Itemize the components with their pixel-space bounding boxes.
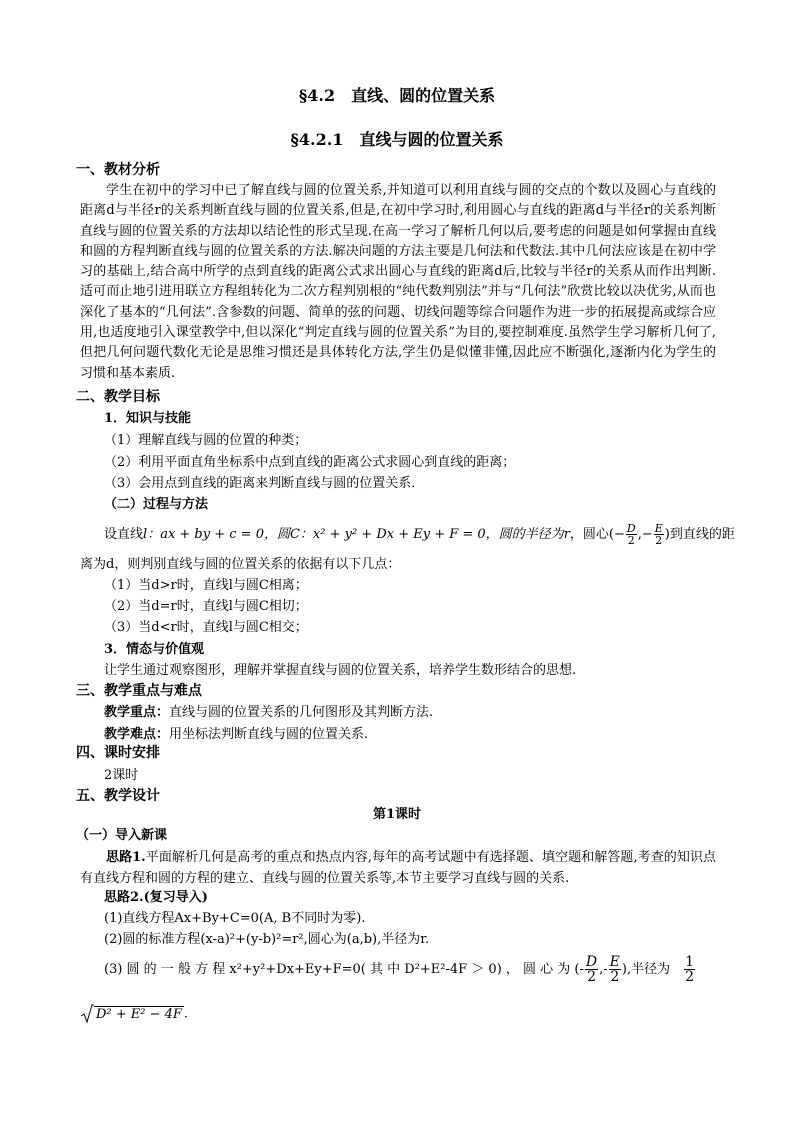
section-heading-4: 四、课时安排 (76, 745, 160, 761)
idea-1-text: 平面解析几何是高考的重点和热点内容,每年的高考试题中有选择题、填空题和解答题,考查的知识点有直线方程和圆的方程的建立、直线与圆的位置关系等,本节主要学习直线与圆的关系. (80, 850, 717, 886)
setup-text-1: 设直线 (104, 527, 144, 542)
difficult-point-label: 教学难点： (104, 727, 170, 742)
goal-item-1: （1）理解直线与圆的位置的种类； (104, 433, 308, 448)
symbol-l: l (143, 527, 148, 542)
denominator-2: 2 (587, 969, 596, 985)
circle-equation: ：x² + y² + Dx + Ey + F = 0，圆的半径为 (299, 527, 564, 542)
numerator-1: 1 (685, 954, 695, 970)
goal-item-2: （2）利用平面直角坐标系中点到直线的距离公式求圆心到直线的距离； (104, 455, 516, 470)
sub-title: §4.2.1 直线与圆的位置关系 (290, 130, 504, 149)
minus-sign-2: − (641, 527, 653, 542)
review-line-equation: (1)直线方程Ax+By+C=0(A, B不同时为零). (104, 911, 366, 926)
key-point-text: 直线与圆的位置关系的几何图形及其判断方法. (169, 705, 434, 720)
review-circle-general (104, 955, 716, 985)
frac-numerator-E: E (654, 522, 663, 535)
section-heading-3: 三、教学重点与难点 (76, 683, 202, 699)
section-heading-5: 五、教学设计 (76, 788, 160, 804)
part-intro: （一）导入新课 (76, 828, 168, 843)
values-text: 让学生通过观察图形，理解并掌握直线与圆的位置关系，培养学生数形结合的思想. (104, 663, 577, 678)
subheading-values: 3．情态与价值观 (104, 642, 205, 657)
frac-numerator-D: D (626, 522, 636, 535)
radius-text: ),半径为 (621, 962, 671, 977)
fraction-half (684, 955, 695, 984)
review-circle-standard: (2)圆的标准方程(x-a)²+(y-b)²=r²,圆心为(a,b),半径为r. (104, 932, 430, 947)
class-hours: 2课时 (104, 768, 139, 783)
subheading-knowledge: 1．知识与技能 (104, 411, 192, 426)
distance-criteria-intro: 离为d，则判别直线与圆的位置关系的依据有以下几点： (80, 557, 401, 572)
fraction-E-over-2 (654, 523, 664, 546)
section-heading-2: 二、教学目标 (76, 389, 160, 405)
case-separate: （1）当d>r时，直线l与圆C相离； (104, 578, 308, 593)
subheading-process: （二）过程与方法 (104, 497, 209, 512)
frac-denominator-2: 2 (655, 534, 663, 547)
difficult-point (104, 727, 368, 743)
center-text: ，圆心( (569, 527, 614, 542)
idea-1 (80, 847, 716, 889)
difficult-point-text: 用坐标法判断直线与圆的位置关系. (169, 727, 369, 742)
radius-sqrt (80, 1004, 188, 1025)
main-title: §4.2 直线、圆的位置关系 (298, 86, 496, 105)
fraction-D-2 (585, 955, 598, 984)
analysis-paragraph: 学生在初中的学习中已了解直线与圆的位置关系,并知道可以利用直线与圆的交点的个数以及圆心与直线的距离d与半径r的关系判断直线与圆的位置关系,但是,在初中学习时,利用圆心与直线的距离d与半径r的关系判断直线与圆的位置关系的方法却以结论性的形式呈现.在高一学习了解析几何以后,要考虑的问题是如何掌握由直线和圆的方程判断直线与圆的位置关系的方法.解决问题的方法主要是几何法和代数法.其中几何法应该是在初中学习的基础上,结合高中所学的点到直线的距离公式求出圆心与直线的距离d后,比较与半径r的关系从而作出判断.适可而止地引进用联立方程组转化为二次方程判别根的“纯代数判别法”并与“几何法”欣赏比较以决优劣,从而也深化了基本的“几何法”.含参数的问题、简单的弦的问题、切线问题等综合问题作为进一步的拓展提高或综合应用,也适度地引入课堂教学中,但以深化“判定直线与圆的位置关系”为目的,要控制难度.虽然学生学习解析几何了,但把几何问题代数化无论是思维习惯还是具体转化方法,学生仍是似懂非懂,因此应不断强化,逐渐内化为学生的习惯和基本素质. (80, 183, 716, 381)
case-tangent: （2）当d=r时，直线l与圆C相切； (104, 599, 308, 614)
line-circle-setup (104, 523, 735, 547)
numerator-D: D (585, 954, 598, 970)
period: . (183, 1006, 189, 1022)
goal-item-3: （3）会用点到直线的距离来判断直线与圆的位置关系． (104, 476, 425, 491)
denominator-2b: 2 (610, 969, 620, 985)
minus-sign: − (613, 527, 625, 542)
frac-denominator: 2 (627, 534, 635, 547)
comma: , (637, 527, 642, 542)
symbol-r: r (563, 527, 570, 542)
denominator-2c: 2 (685, 969, 695, 985)
symbol-C: C (289, 527, 300, 542)
sqrt-icon (80, 1004, 94, 1024)
case-intersect: （3）当d<r时，直线l与圆C相交； (104, 620, 308, 635)
idea-1-label: 思路1. (106, 850, 146, 865)
idea-2-label: 思路2.(复习导入) (104, 890, 208, 905)
review-general-text: (3) 圆 的 一 般 方 程 x²+y²+Dx+Ey+F=0( 其 中 D²+E²-4F ＞ 0) ， 圆 心 为 (- (104, 962, 584, 977)
numerator-E: E (609, 954, 620, 970)
fraction-E-2 (609, 955, 621, 984)
setup-text-end: )到直线的距 (664, 527, 735, 542)
sqrt-radicand: D² + E² − 4F (96, 1006, 182, 1022)
lesson-title: 第1课时 (372, 807, 422, 822)
fraction-D-over-2 (626, 523, 637, 546)
section-heading-1: 一、教材分析 (76, 162, 160, 178)
sep: ,- (599, 962, 608, 977)
key-point (104, 705, 433, 721)
line-equation: ：ax + by + c = 0，圆 (147, 527, 290, 542)
key-point-label: 教学重点： (104, 705, 170, 720)
